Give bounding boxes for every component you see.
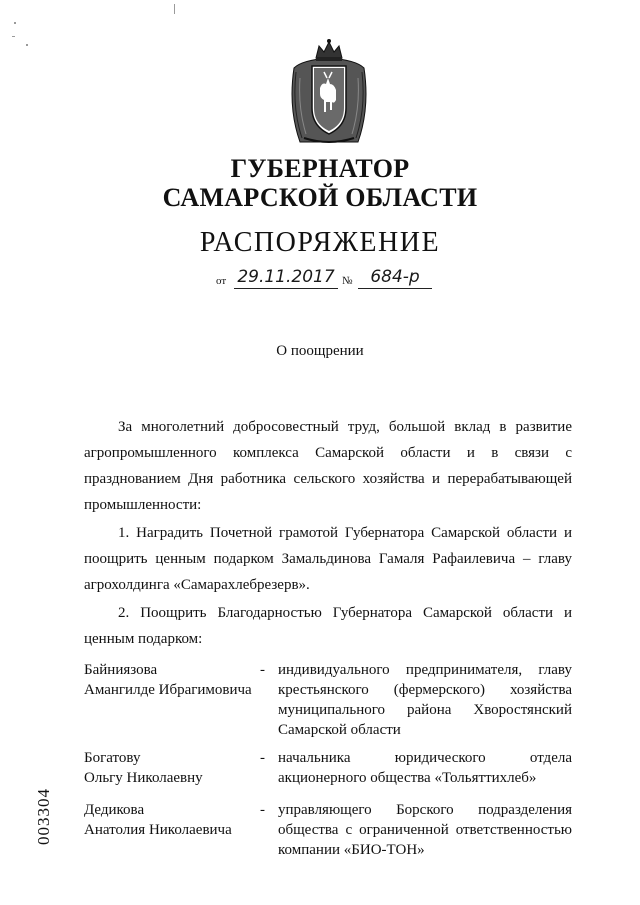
awardee-description: управляющего Борского подразделения общества с ограниченной ответственностью компании «БИО-ТОН» bbox=[278, 802, 572, 858]
issuer-title-line1: ГУБЕРНАТОР bbox=[230, 154, 410, 183]
document-subject: О поощрении bbox=[276, 343, 364, 359]
scan-speck bbox=[14, 22, 16, 24]
scan-speck bbox=[26, 44, 28, 46]
item-1-paragraph bbox=[84, 520, 572, 598]
item-2-paragraph bbox=[84, 600, 572, 652]
issuer-title-line2: САМАРСКОЙ ОБЛАСТИ bbox=[162, 183, 478, 212]
margin-registration-number: 003304 bbox=[34, 788, 53, 845]
scan-speck bbox=[174, 4, 175, 14]
awardee-given-names: Анатолия Николаевича bbox=[84, 822, 232, 838]
awardee-description: начальника юридического отдела акционерного общества «Тольяттихлеб» bbox=[278, 750, 572, 786]
document-type: РАСПОРЯЖЕНИЕ bbox=[199, 227, 441, 258]
intro-text: За многолетний добросовестный труд, большой вклад в развитие агропромышленного комплекса Самарской области и в связи с празднованием Дня работника сельского хозяйства и перерабатывающей промышленности: bbox=[84, 419, 572, 513]
awardee-given-names: Амангилде Ибрагимовича bbox=[84, 682, 252, 698]
intro-paragraph bbox=[84, 414, 572, 518]
awardee-row bbox=[84, 800, 572, 860]
awardee-row bbox=[84, 660, 572, 740]
awardee-dash: - bbox=[260, 662, 265, 678]
awardee-given-names: Ольгу Николаевну bbox=[84, 770, 203, 786]
scan-speck bbox=[12, 36, 15, 37]
item-2-text: 2. Поощрить Благодарностью Губернатора Самарской области и ценным подарком: bbox=[84, 605, 572, 647]
awardee-dash: - bbox=[260, 802, 265, 818]
awardee-surname: Байниязова bbox=[84, 662, 158, 678]
awardee-dash: - bbox=[260, 750, 265, 766]
awardee-surname: Дедикова bbox=[84, 802, 145, 818]
awardee-name bbox=[84, 800, 254, 840]
awardee-surname: Богатову bbox=[84, 750, 141, 766]
handwritten-date: 29.11.2017 bbox=[234, 266, 338, 289]
handwritten-number: 684-р bbox=[358, 266, 432, 289]
number-prefix: № bbox=[342, 275, 353, 287]
awardee-description: индивидуального предпринимателя, главу крестьянского (фермерского) хозяйства муниципального района Хворостянский Самарской области bbox=[278, 662, 572, 738]
awardee-row bbox=[84, 748, 572, 792]
coat-of-arms-emblem bbox=[286, 38, 372, 148]
item-1-text: 1. Наградить Почетной грамотой Губернатора Самарской области и поощрить ценным подарком Замальдинова Гамаля Рафаилевича – главу агрохолдинга «Самарахлебрезерв». bbox=[84, 525, 572, 593]
date-prefix: от bbox=[216, 275, 227, 287]
awardee-name bbox=[84, 660, 254, 700]
awardee-name bbox=[84, 748, 254, 788]
